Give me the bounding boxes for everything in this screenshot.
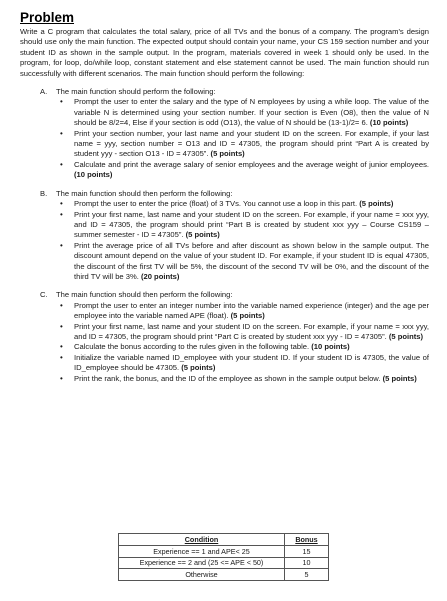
- list-item: [60, 352, 429, 374]
- list-item-text: Prompt the user to enter the price (float) of 3 TVs. You cannot use a loop in this part.: [74, 199, 360, 209]
- list-item: [60, 199, 429, 209]
- points-label: (10 points): [74, 170, 113, 180]
- table-row: [119, 545, 329, 557]
- list-item: [60, 342, 429, 352]
- bullet-icon: •: [60, 159, 63, 169]
- section-letter: B.: [40, 188, 48, 198]
- section-a: [20, 87, 429, 181]
- list-item: [60, 373, 429, 384]
- bullet-icon: •: [60, 209, 63, 219]
- list-item-text: Print your first name, last name and your student ID on the screen. For example, if your name = xxx yyy, and ID = 47305, the program should print “Part C is created by student xxx yyy - ID = 47305”.: [74, 321, 429, 341]
- list-item: [60, 128, 429, 160]
- section-b: [20, 189, 429, 283]
- points-label: (5 points): [230, 311, 265, 321]
- table-row: [119, 557, 329, 569]
- list-item-text: Print your section number, your last name and your student ID on the screen. For example, if your last name = yyy, section number = O13 and ID = 47305, the program should print “Part A is created by student yyy - section O13 - ID = 47305”.: [74, 128, 429, 159]
- points-label: (20 points): [140, 271, 180, 281]
- intro-paragraph: Write a C program that calculates the total salary, price of all TVs and the bonus of a company. The program's design should use only the main function. The expected output should contain your name, your CS 159 section number and your student ID as shown in the sample output. In the program, materials covered in week 1 should only be used. In the program, for loop, do/while loop, constant statement and else statement cannot be used. The main function should run successfully with different scenarios. The main function should perform the following:: [20, 27, 429, 78]
- list-item: [60, 321, 429, 343]
- bullet-icon: •: [60, 321, 63, 331]
- points-label: (10 points): [369, 118, 409, 128]
- list-item: [60, 209, 429, 241]
- bullet-icon: •: [60, 373, 63, 383]
- bullet-icon: •: [60, 128, 63, 138]
- table-cell-condition: Otherwise: [119, 569, 285, 581]
- points-label: (5 points): [181, 363, 216, 373]
- table-header-condition: Condition: [119, 534, 285, 546]
- section-heading: [20, 290, 429, 300]
- points-label: (5 points): [388, 331, 424, 341]
- bullet-list: [20, 199, 429, 282]
- table-header-row: [119, 534, 329, 546]
- section-heading-text: The main function should then perform the following:: [56, 290, 233, 300]
- points-label: (5 points): [359, 199, 394, 209]
- table-row: [119, 569, 329, 581]
- bullet-list: [20, 301, 429, 384]
- section-letter: A.: [40, 87, 48, 97]
- bullet-icon: •: [60, 240, 63, 250]
- list-item-text: Print the average price of all TVs before and after discount as shown below in the sample output. The discount amount depend on the value of your student ID. For example, if your student ID is equal 47305, the discount of the first TV will be 5%, the discount of the second TV will be 0%, and the discount of the third TV will be 3%.: [74, 240, 429, 281]
- bullet-icon: •: [60, 342, 63, 352]
- section-heading: [20, 189, 429, 199]
- section-heading: [20, 87, 429, 97]
- list-item-text: Print your first name, last name and your student ID on the screen. For example, if your name = xxx yyy, and ID = 47305, the program should print “Part B is created by student xxx yyy – Course CS159 – summer semester - ID = 47305”.: [74, 209, 429, 240]
- list-item-text: Initialize the variable named ID_employee with your student ID. If your student ID is 47305, the value of ID_employee should be 47305.: [74, 352, 429, 373]
- table-header-bonus: Bonus: [285, 534, 329, 546]
- bullet-icon: •: [60, 199, 63, 209]
- points-label: (10 points): [311, 342, 350, 352]
- sections-container: [20, 87, 429, 384]
- points-label: (5 points): [210, 149, 245, 159]
- list-item: [60, 159, 429, 181]
- list-item-text: Prompt the user to enter the salary and the type of N employees by using a while loop. The value of the variable N is determined using your section number. If your section is Even (O8), then the value of N should be 8/2=4, Else if your section is odd (O13), the value of N should be (13-1)/2= 6.: [74, 97, 429, 128]
- list-item-text: Prompt the user to enter an integer number into the variable named experience (integer) and the age per employee into the variable named APE (float).: [74, 300, 429, 321]
- section-heading-text: The main function should perform the following:: [56, 87, 216, 97]
- points-label: (5 points): [382, 373, 417, 383]
- bullet-icon: •: [60, 300, 63, 310]
- section-letter: C.: [40, 290, 48, 300]
- bullet-list: [20, 97, 429, 180]
- bonus-table: [118, 533, 329, 581]
- bullet-icon: •: [60, 352, 63, 362]
- bullet-icon: •: [60, 97, 63, 107]
- table-cell-bonus: 15: [285, 545, 329, 557]
- list-item: [60, 240, 429, 283]
- list-item: [60, 300, 429, 322]
- list-item-text: Calculate and print the average salary of senior employees and the average weight of junior employees.: [74, 159, 429, 169]
- points-label: (5 points): [185, 230, 220, 240]
- table-cell-condition: Experience == 1 and APE< 25: [119, 545, 285, 557]
- table-cell-bonus: 10: [285, 557, 329, 569]
- page-title: Problem: [20, 10, 75, 25]
- list-item-text: Calculate the bonus according to the rules given in the following table.: [74, 342, 312, 352]
- section-c: [20, 290, 429, 384]
- list-item-text: Print the rank, the bonus, and the ID of the employee as shown in the sample output below.: [74, 373, 383, 383]
- section-heading-text: The main function should then perform the following:: [56, 188, 233, 198]
- table-cell-bonus: 5: [285, 569, 329, 581]
- list-item: [60, 97, 429, 128]
- table-cell-condition: Experience == 2 and (25 <= APE < 50): [119, 557, 285, 569]
